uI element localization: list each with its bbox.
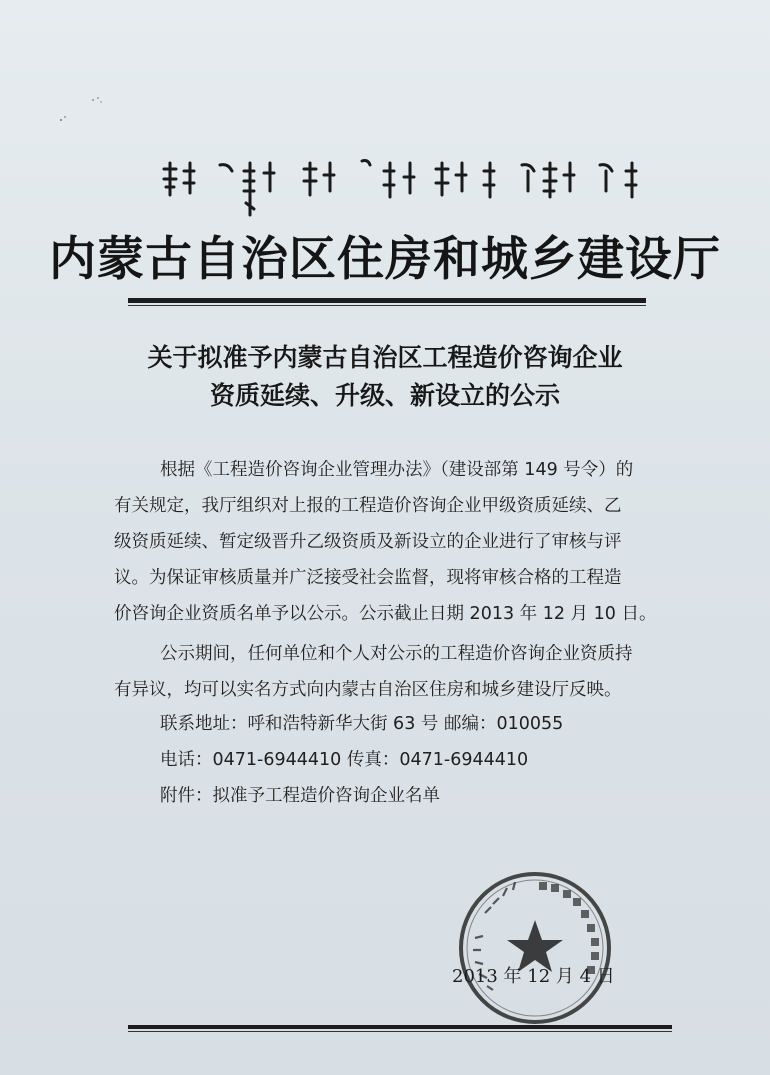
scan-specks xyxy=(55,92,115,132)
body-line: 有异议，均可以实名方式向内蒙古自治区住房和城乡建设厅反映。 xyxy=(114,680,622,700)
department-title: 内蒙古自治区住房和城乡建设厅 xyxy=(49,232,721,287)
footer-divider-thin xyxy=(128,1031,672,1032)
mongolian-script-header xyxy=(150,155,650,225)
body-line: 级资质延续、暂定级晋升乙级资质及新设立的企业进行了审核与评 xyxy=(114,532,622,552)
footer-divider xyxy=(128,1025,672,1029)
attachment-note: 附件：拟准予工程造价咨询企业名单 xyxy=(160,786,440,806)
contact-address: 联系地址：呼和浩特新华大街 63 号 邮编：010055 xyxy=(160,714,564,734)
notice-title-line-2: 资质延续、升级、新设立的公示 xyxy=(209,381,560,410)
official-seal xyxy=(455,868,615,1028)
header-divider xyxy=(128,298,646,303)
notice-title-line-1: 关于拟准予内蒙古自治区工程造价咨询企业 xyxy=(147,343,623,372)
body-line: 有关规定，我厅组织对上报的工程造价咨询企业甲级资质延续、乙 xyxy=(114,496,622,516)
body-line: 议。为保证审核质量并广泛接受社会监督，现将审核合格的工程造 xyxy=(114,568,622,588)
body-line: 价咨询企业资质名单予以公示。公示截止日期 2013 年 12 月 10 日。 xyxy=(114,604,657,624)
issue-date: 2013 年 12 月 4 日 xyxy=(452,966,615,987)
body-line: 根据《工程造价咨询企业管理办法》（建设部第 149 号令）的 xyxy=(160,460,634,480)
header-divider-thin xyxy=(128,305,646,306)
body-line: 公示期间，任何单位和个人对公示的工程造价咨询企业资质持 xyxy=(160,644,633,664)
contact-phone-fax: 电话：0471-6944410 传真：0471-6944410 xyxy=(160,750,529,770)
